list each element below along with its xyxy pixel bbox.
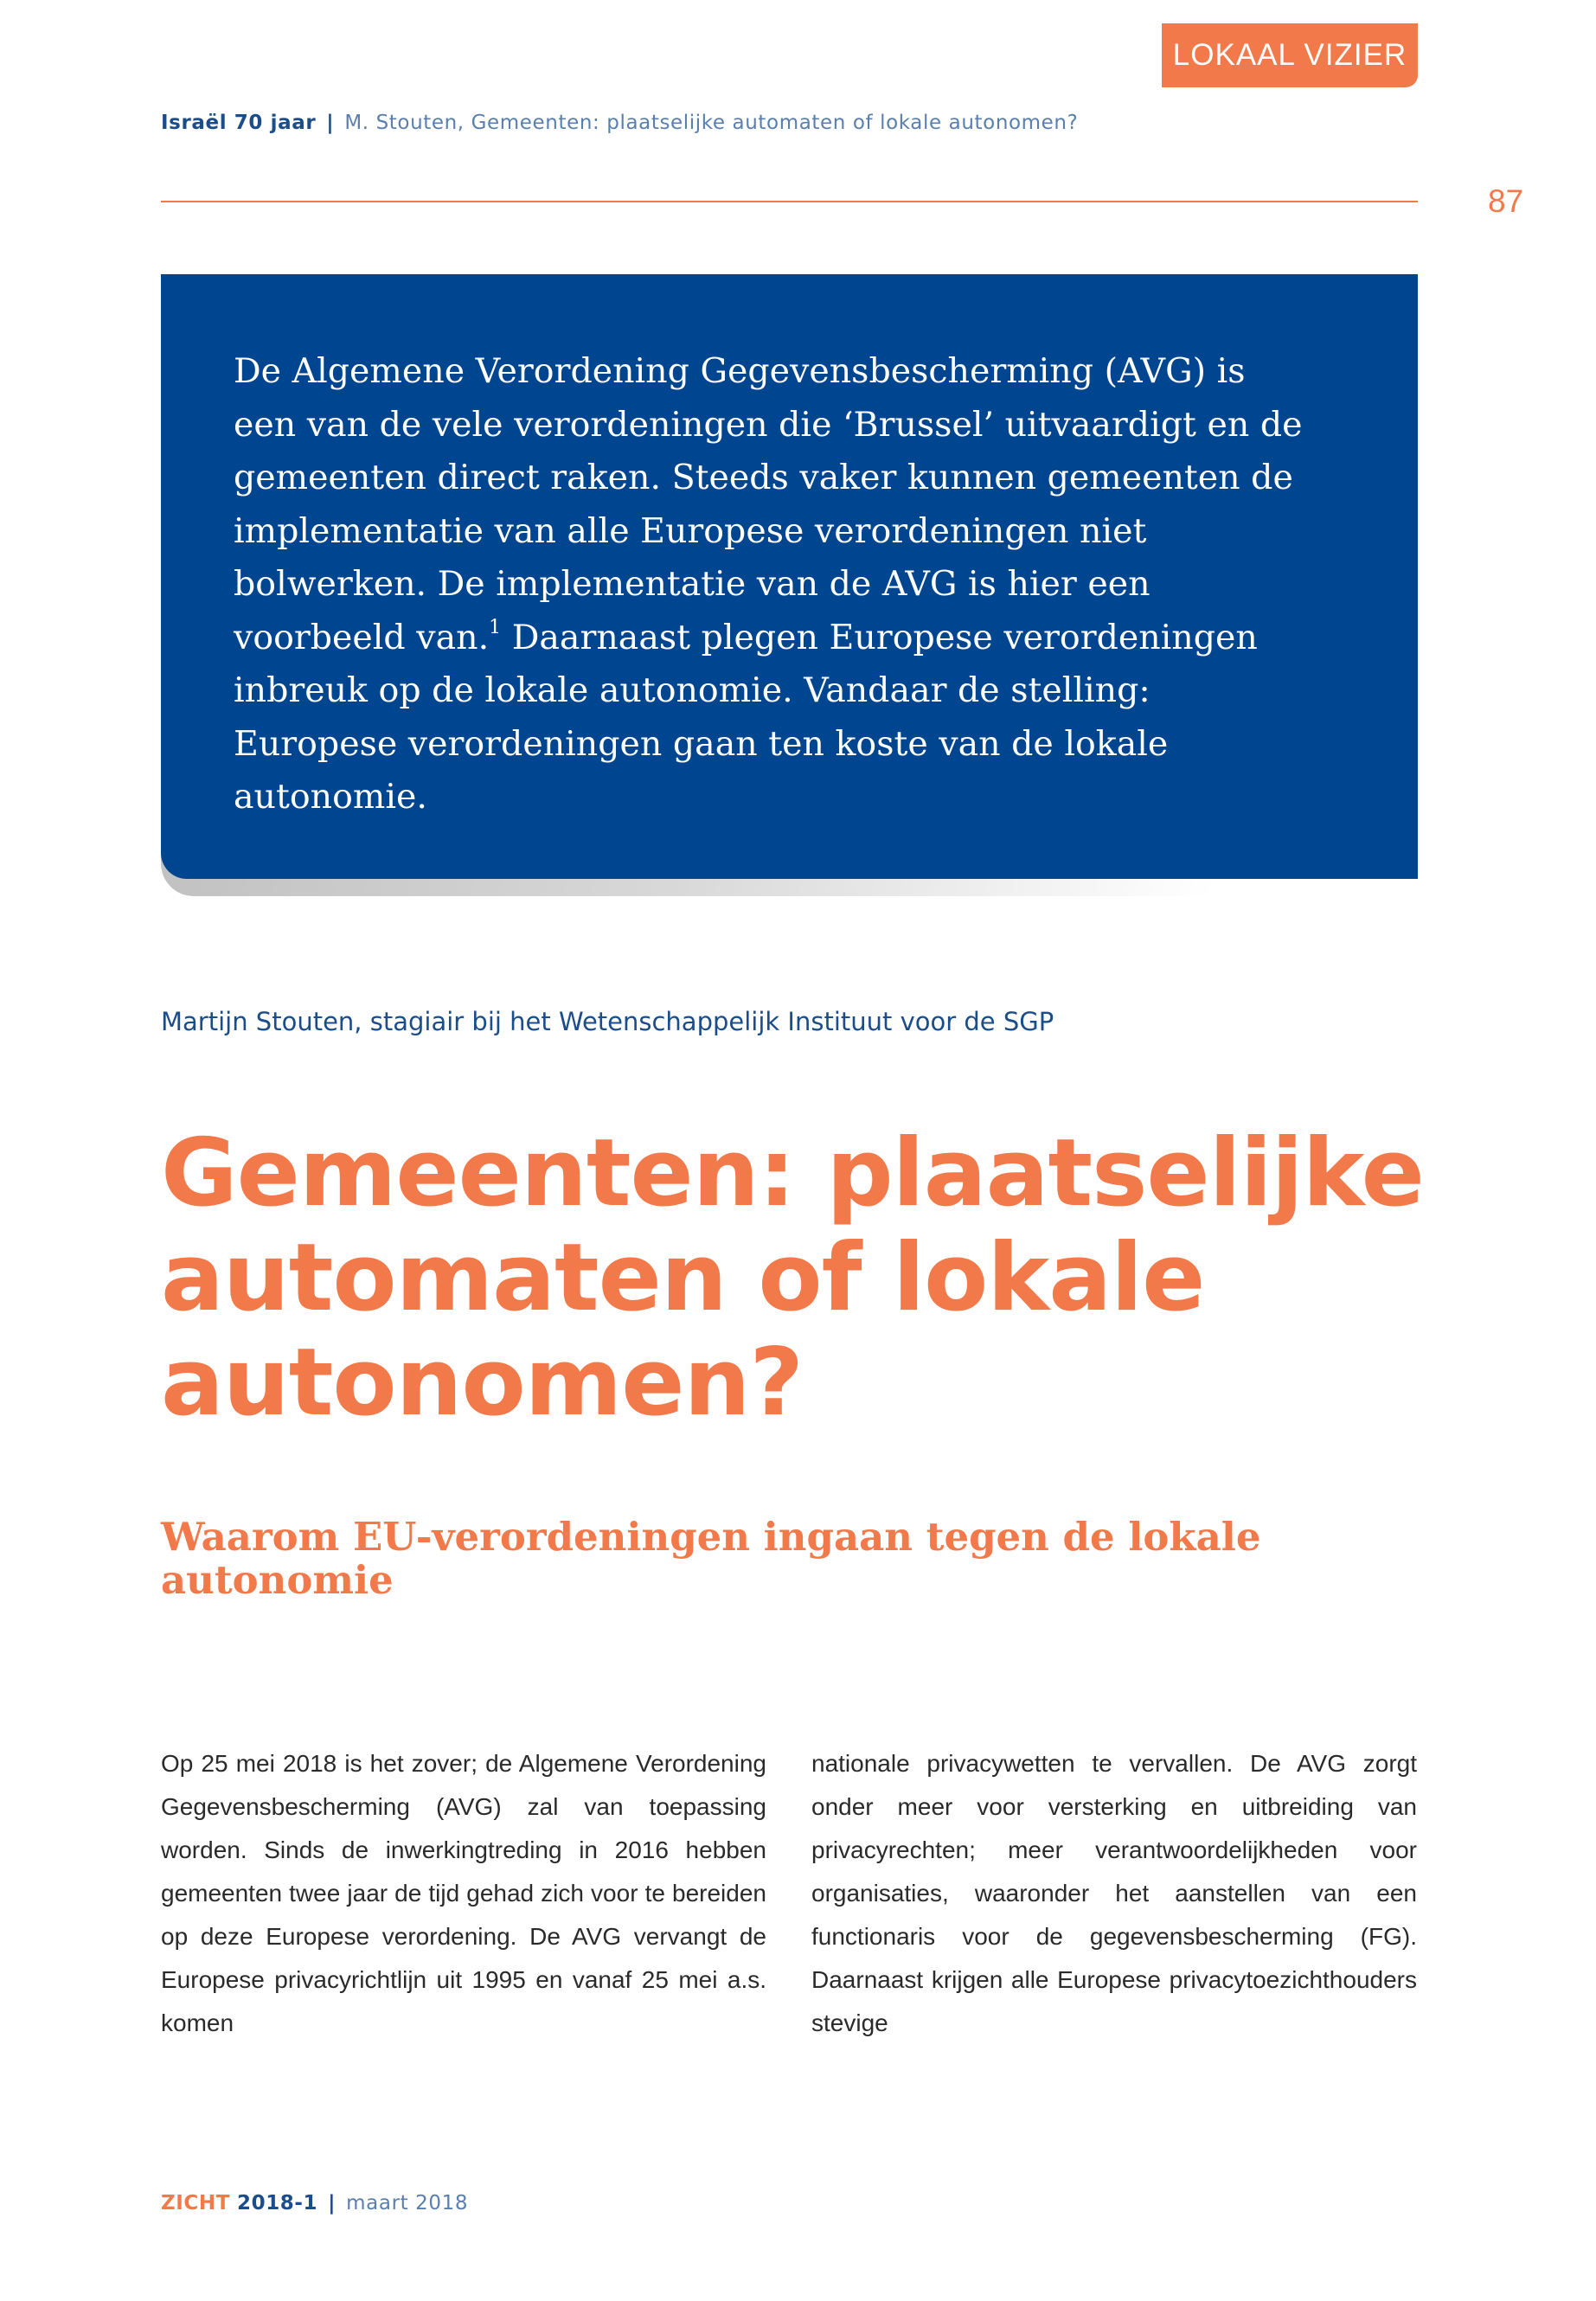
footnote-marker: 1 — [489, 616, 502, 638]
intro-text — [234, 345, 1314, 824]
intro-text-part-1: De Algemene Verordening Gegevensbescherming (AVG) is een van de vele verordeningen die ‘Brussel’ uitvaardigt en de gemeenten direct raken. Steeds vaker kunnen gemeenten de implementatie van alle Europese verordeningen niet bolwerken. De implementatie van de AVG is hier een voorbeeld van. — [234, 351, 1303, 657]
header-divider — [161, 201, 1418, 202]
body-column-right: nationale privacywetten te vervallen. De AVG zorgt onder meer voor versterking en uitbreiding van privacyrechten; meer verantwoordelijkheden voor organisaties, waaronder het aanstellen van een functionaris voor de gegevensbescherming (FG). Daarnaast krijgen alle Europese privacytoezichthouders stevige — [811, 1750, 1417, 2036]
page-footer — [161, 2192, 468, 2214]
footer-date: maart 2018 — [346, 2192, 469, 2214]
article-title-line-3: autonomen? — [161, 1329, 803, 1437]
running-header-issue: Israël 70 jaar — [161, 112, 317, 134]
article-title-line-2: automaten of lokale — [161, 1224, 1205, 1332]
page-number: 87 — [1488, 183, 1524, 219]
article-title-line-1: Gemeenten: plaatselijke — [161, 1119, 1424, 1227]
article-subtitle-line-1: Waarom EU-verordeningen ingaan tegen de lokale — [161, 1514, 1261, 1560]
intro-text-part-2: Daarnaast plegen Europese verordeningen inbreuk op de lokale autonomie. Vandaar de stelling: Europese verordeningen gaan ten koste van de lokale autonomie. — [234, 617, 1258, 817]
article-subtitle-line-2: autonomie — [161, 1557, 394, 1603]
author-byline: Martijn Stouten, stagiair bij het Wetenschappelijk Instituut voor de SGP — [161, 1007, 1054, 1036]
footer-magazine: ZICHT — [161, 2192, 231, 2214]
footer-issue: 2018-1 — [236, 2192, 318, 2214]
running-header — [161, 112, 1078, 134]
article-title — [161, 1121, 1458, 1435]
running-header-separator: | — [326, 112, 335, 134]
article-subtitle — [161, 1516, 1418, 1602]
running-header-article-ref: M. Stouten, Gemeenten: plaatselijke automaten of lokale autonomen? — [344, 112, 1079, 134]
footer-separator: | — [328, 2192, 337, 2214]
section-tab: LOKAAL VIZIER — [1162, 23, 1418, 87]
body-column-left: Op 25 mei 2018 is het zover; de Algemene Verordening Gegevensbescherming (AVG) zal van toepassing worden. Sinds de inwerkingtreding in 2016 hebben gemeenten twee jaar de tijd gehad zich voor te bereiden op deze Europese verordening. De AVG vervangt de Europese privacyrichtlijn uit 1995 en vanaf 25 mei a.s. komen — [161, 1750, 766, 2036]
intro-box — [161, 274, 1418, 879]
